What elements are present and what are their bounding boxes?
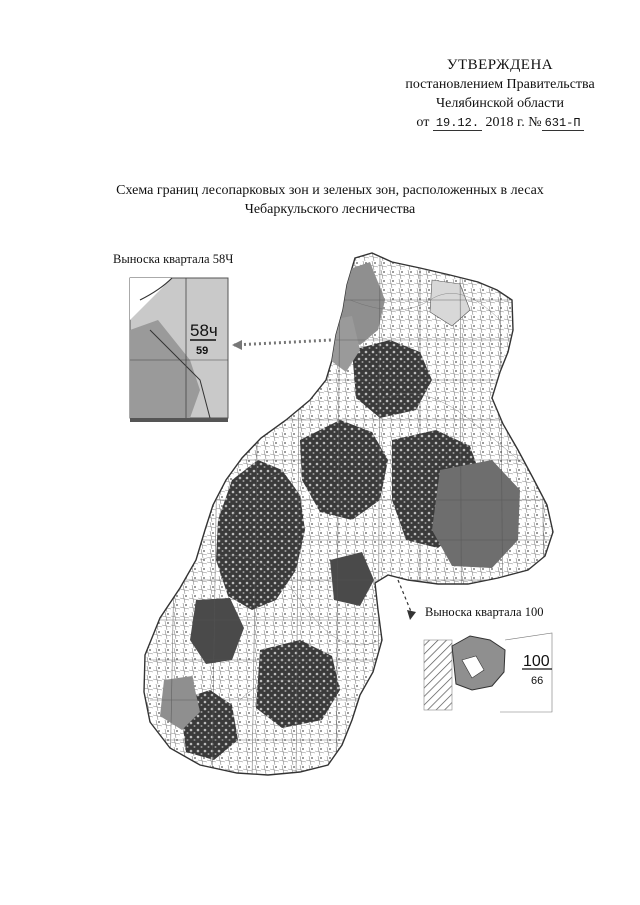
- callout-100-leader: [398, 580, 412, 614]
- decree-date: 19.12.: [433, 116, 482, 131]
- callout-100-sub: 66: [531, 675, 544, 687]
- map-title-line-1: Схема границ лесопарковых зон и зеленых зон, расположенных в лесах: [116, 183, 544, 198]
- approval-heading: УТВЕРЖДЕНА: [446, 57, 554, 73]
- callout-58-quarter: 58ч: [190, 321, 218, 340]
- callout-100-arrowhead: [407, 610, 416, 620]
- callout-100-quarter: 100: [523, 653, 550, 670]
- approval-line-2: Челябинской области: [436, 96, 564, 111]
- callout-100-label: Выноска квартала 100: [425, 605, 544, 619]
- callout-58-label: Выноска квартала 58Ч: [113, 252, 234, 266]
- approval-line-1: постановлением Правительства: [405, 77, 595, 92]
- map-title-line-2: Чебаркульского лесничества: [244, 202, 416, 217]
- callout-100-inset: [424, 633, 552, 712]
- callout-58-arrowhead: [232, 340, 242, 350]
- callout-58-sub: 59: [196, 345, 209, 357]
- decree-number: 631-П: [542, 116, 584, 131]
- callout-58-leader: [234, 340, 332, 345]
- year-text: 2018 г. №: [485, 115, 542, 130]
- date-prefix: от: [416, 115, 430, 130]
- callout-58-inset: [130, 278, 228, 420]
